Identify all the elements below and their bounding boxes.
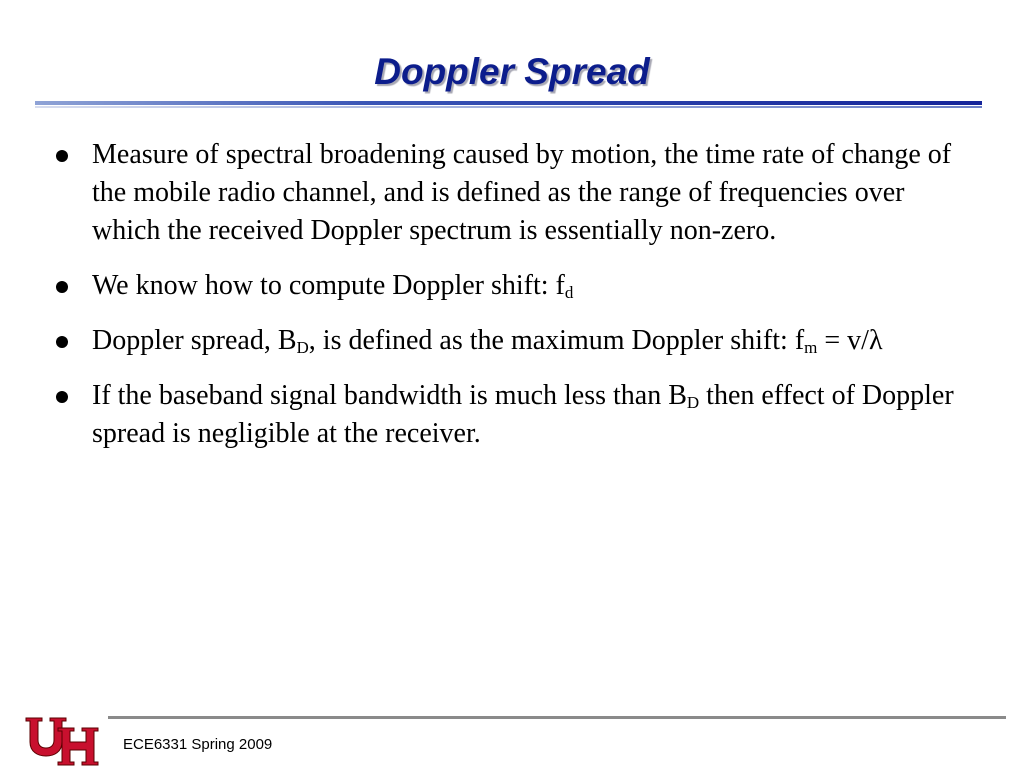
bullet-item — [56, 377, 976, 453]
bullet-item — [56, 322, 976, 360]
footer-divider — [108, 716, 1006, 719]
bullet-text: Doppler spread, B — [92, 325, 297, 356]
uh-logo-svg — [24, 712, 104, 768]
bullet-dot-icon — [56, 281, 68, 293]
subscript: D — [296, 338, 309, 357]
subscript: D — [686, 393, 700, 412]
bullet-item — [56, 136, 976, 250]
bullet-text: , is defined as the maximum Doppler shift: f — [308, 325, 805, 356]
title-underline-dark — [35, 101, 982, 105]
bullet-dot-icon — [56, 336, 68, 348]
bullet-text: then effect of Doppler spread is negligible at the receiver. — [92, 380, 954, 449]
subscript: m — [804, 338, 818, 357]
bullet-dot-icon — [56, 150, 68, 162]
bullet-item — [56, 267, 976, 305]
slide-title: Doppler Spread — [374, 51, 650, 92]
title-underline-light — [35, 106, 982, 108]
university-of-houston-logo-icon — [24, 712, 104, 768]
bullet-text: If the baseband signal bandwidth is much less than B — [92, 380, 687, 411]
footer-text: ECE6331 Spring 2009 — [123, 736, 273, 753]
bullet-text: We know how to compute Doppler shift: f — [92, 270, 565, 301]
subscript: d — [564, 283, 574, 302]
bullet-list — [56, 136, 976, 470]
bullet-text: = v/λ — [817, 325, 883, 356]
bullet-dot-icon — [56, 391, 68, 403]
title-underline — [35, 101, 982, 109]
bullet-text: Measure of spectral broadening caused by motion, the time rate of change of the mobile radio channel, and is defined as the range of frequencies over which the received Doppler spectrum is essentially non-zero. — [92, 139, 952, 246]
